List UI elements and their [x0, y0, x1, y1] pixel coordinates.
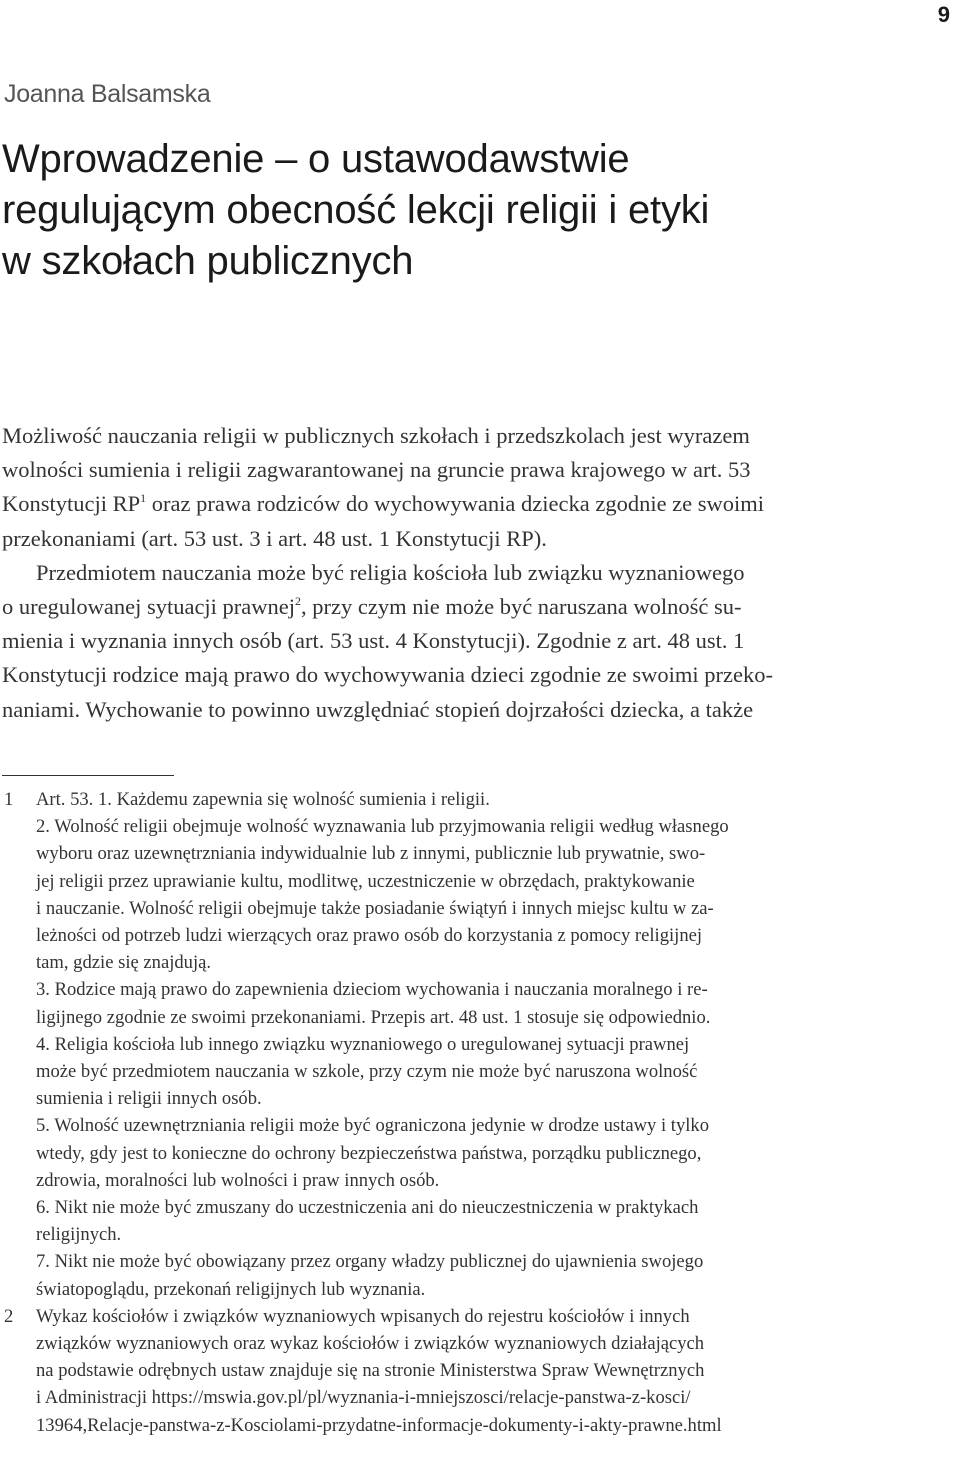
footnote-ref-1[interactable]: 1 [140, 491, 147, 506]
body-text-segment: oraz prawa rodziców do wychowywania dziecka zgodnie ze swoimi [146, 491, 765, 517]
body-line: wolności sumienia i religii zagwarantowanej na gruncie prawa krajowego w art. 53 [2, 457, 751, 483]
body-line: Możliwość nauczania religii w publicznych szkołach i przedszkolach jest wyrazem [2, 423, 750, 448]
footnote-line[interactable]: 13964,Relacje-panstwa-z-Kosciolami-przydatne-informacje-dokumenty-i-akty-prawne.html [36, 1414, 722, 1436]
footnote-line: 6. Nikt nie może być zmuszany do uczestniczenia ani do nieuczestniczenia w praktykach [36, 1197, 699, 1219]
footnote-line: religijnych. [36, 1224, 122, 1246]
footnote-line: wtedy, gdy jest to konieczne do ochrony bezpieczeństwa państwa, porządku publicznego, [36, 1142, 702, 1164]
footnote-1 [0, 786, 960, 1303]
body-line: Przedmiotem nauczania może być religia kościoła lub związku wyznaniowego [36, 559, 745, 585]
footnote-line: Wykaz kościołów i związków wyznaniowych wpisanych do rejestru kościołów i innych [36, 1305, 690, 1327]
body-text-segment: Konstytucji RP [2, 491, 141, 517]
body-line: naniami. Wychowanie to powinno uwzględniać stopień dojrzałości dziecka, a także [2, 696, 754, 722]
body-line [2, 487, 957, 521]
footnote-line: związków wyznaniowych oraz wykaz kościołów i związków wyznaniowych działających [36, 1333, 705, 1355]
footnote-line: sumienia i religii innych osób. [36, 1088, 262, 1110]
footnote-line: 5. Wolność uzewnętrzniania religii może być ograniczona jedynie w drodze ustawy i tylko [36, 1115, 709, 1137]
body-line: przekonaniami (art. 53 ust. 3 i art. 48 ust. 1 Konstytucji RP). [2, 525, 547, 551]
footnote-number: 1 [4, 789, 14, 810]
footnote-line: może być przedmiotem nauczania w szkole, przy czym nie może być naruszona wolność [36, 1061, 698, 1083]
body-line: mienia i wyznania innych osób (art. 53 ust. 4 Konstytucji). Zgodnie z art. 48 ust. 1 [2, 628, 745, 654]
footnote-line: światopoglądu, przekonań religijnych lub wyznania. [36, 1278, 426, 1300]
body-line: Konstytucji rodzice mają prawo do wychowywania dzieci zgodnie ze swoimi przeko- [2, 662, 773, 688]
footnote-line[interactable]: i Administracji https://mswia.gov.pl/pl/wyznania-i-mniejszosci/relacje-panstwa-z-kosci/ [36, 1387, 691, 1409]
author-name: Joanna Balsamska [4, 80, 211, 108]
footnotes [0, 786, 960, 1439]
footnote-line: jej religii przez uprawianie kultu, modlitwę, uczestniczenie w obrzędach, praktykowanie [36, 870, 695, 892]
footnote-line: wyboru oraz uzewnętrzniania indywidualnie lub z innymi, publicznie lub prywatnie, swo- [36, 843, 706, 865]
footnote-2 [0, 1303, 960, 1439]
footnote-line: 4. Religia kościoła lub innego związku wyznaniowego o uregulowanej sytuacji prawnej [36, 1033, 690, 1055]
footnote-line: i nauczanie. Wolność religii obejmuje także posiadanie świątyń i innych miejsc kultu w za- [36, 897, 714, 919]
body-paragraph [2, 419, 957, 727]
footnote-line: 7. Nikt nie może być obowiązany przez organy władzy publicznej do ujawnienia swojego [36, 1251, 704, 1273]
footnote-line: na podstawie odrębnych ustaw znajduje się na stronie Ministerstwa Spraw Wewnętrznych [36, 1360, 705, 1382]
page-number: 9 [937, 2, 950, 27]
footnote-ref-2[interactable]: 2 [295, 594, 302, 609]
footnote-number: 2 [4, 1305, 14, 1327]
footnote-line: 3. Rodzice mają prawo do zapewnienia dzieciom wychowania i nauczania moralnego i re- [36, 979, 708, 1001]
footnote-line: tam, gdzie się znajdują. [36, 952, 212, 974]
footnote-line: Art. 53. 1. Każdemu zapewnia się wolność sumienia i religii. [36, 789, 490, 810]
footnote-line: zdrowia, moralności lub wolności i praw innych osób. [36, 1169, 440, 1191]
body-text-segment: o uregulowanej sytuacji prawnej [2, 594, 296, 620]
title-line: Wprowadzenie – o ustawodawstwie [2, 137, 630, 181]
footnote-line: ligijnego zgodnie ze swoimi przekonaniami. Przepis art. 48 ust. 1 stosuje się odpowiednio. [36, 1006, 711, 1028]
body-line [2, 590, 957, 624]
title-line: regulującym obecność lekcji religii i etyki [2, 188, 710, 232]
footnote-line: 2. Wolność religii obejmuje wolność wyznawania lub przyjmowania religii według własnego [36, 816, 729, 838]
title-line: w szkołach publicznych [2, 239, 414, 283]
body-text-segment: , przy czym nie może być naruszana wolność su- [301, 594, 742, 620]
footnote-separator [2, 775, 174, 776]
article-title [2, 134, 942, 287]
footnote-line: leżności od potrzeb ludzi wierzących oraz prawo osób do korzystania z pomocy religijnej [36, 925, 703, 947]
